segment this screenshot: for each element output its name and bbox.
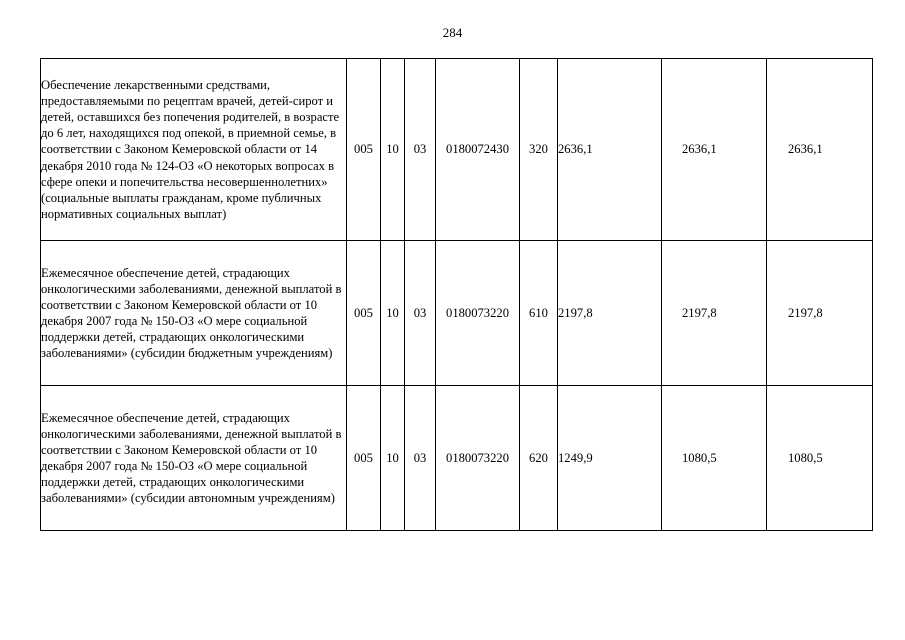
amount-cell-1: 2636,1 — [558, 59, 662, 241]
amount-cell-1: 1249,9 — [558, 386, 662, 531]
amount-cell-2: 2197,8 — [662, 241, 767, 386]
expense-type-cell: 320 — [520, 59, 558, 241]
ministry-code-cell: 005 — [347, 59, 381, 241]
amount-cell-2: 1080,5 — [662, 386, 767, 531]
amount-cell-3: 2636,1 — [767, 59, 873, 241]
page-number: 284 — [442, 25, 463, 40]
row-description: Ежемесячное обеспечение детей, страдающих онкологическими заболеваниями, денежной выплатой в соответствии с Законом Кемеровской области от 10 декабря 2007 года № 150-ОЗ «О мере социальной поддержки детей, страдающих онкологическими заболеваниями» (субсидии автономным учреждениям) — [41, 386, 347, 531]
budget-table — [40, 58, 873, 531]
amount-cell-3: 1080,5 — [767, 386, 873, 531]
ministry-code-cell: 005 — [347, 241, 381, 386]
subsection-code-cell: 03 — [405, 241, 436, 386]
table-row — [41, 241, 873, 386]
target-article-cell: 0180073220 — [436, 241, 520, 386]
subsection-code-cell: 03 — [405, 59, 436, 241]
amount-cell-2: 2636,1 — [662, 59, 767, 241]
target-article-cell: 0180073220 — [436, 386, 520, 531]
row-description: Обеспечение лекарственными средствами, предоставляемыми по рецептам врачей, детей-сирот и детей, оставшихся без попечения родителей, в возрасте до 6 лет, находящихся под опекой, в приемной семье, в соответствии с Законом Кемеровской области от 14 декабря 2010 года № 124-ОЗ «О некоторых вопросах в сфере опеки и попечительства несовершеннолетних» (социальные выплаты гражданам, кроме публичных нормативных социальных выплат) — [41, 59, 347, 241]
row-description: Ежемесячное обеспечение детей, страдающих онкологическими заболеваниями, денежной выплатой в соответствии с Законом Кемеровской области от 10 декабря 2007 года № 150-ОЗ «О мере социальной поддержки детей, страдающих онкологическими заболеваниями» (субсидии бюджетным учреждениям) — [41, 241, 347, 386]
table-row — [41, 59, 873, 241]
amount-cell-3: 2197,8 — [767, 241, 873, 386]
section-code-cell: 10 — [381, 59, 405, 241]
expense-type-cell: 620 — [520, 386, 558, 531]
subsection-code-cell: 03 — [405, 386, 436, 531]
table-row — [41, 386, 873, 531]
expense-type-cell: 610 — [520, 241, 558, 386]
target-article-cell: 0180072430 — [436, 59, 520, 241]
section-code-cell: 10 — [381, 386, 405, 531]
ministry-code-cell: 005 — [347, 386, 381, 531]
section-code-cell: 10 — [381, 241, 405, 386]
amount-cell-1: 2197,8 — [558, 241, 662, 386]
